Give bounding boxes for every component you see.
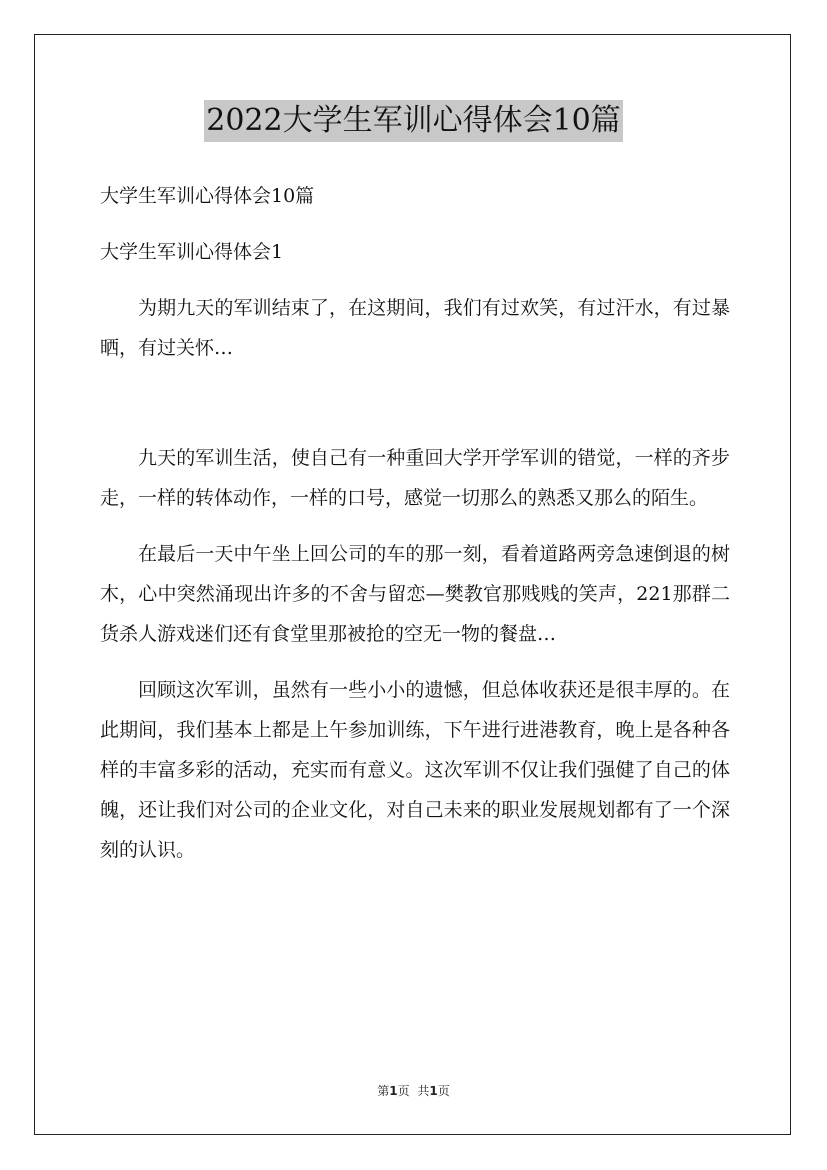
paragraph-2: 九天的军训生活，使自己有一种重回大学开学军训的错觉，一样的齐步走，一样的转体动作，一样的口号，感觉一切那么的熟悉又那么的陌生。	[100, 447, 730, 509]
footer-total-suffix: 页	[437, 1084, 450, 1098]
section-heading: 大学生军训心得体会1	[100, 241, 284, 263]
footer-total-pages: 1	[429, 1084, 438, 1098]
footer-page-number: 1	[389, 1084, 398, 1098]
paragraph-gap	[100, 384, 730, 438]
title-container	[0, 100, 827, 142]
paragraph-4: 回顾这次军训，虽然有一些小小的遗憾，但总体收获还是很丰厚的。在此期间，我们基本上都是上午参加训练，下午进行进港教育，晚上是各种各样的丰富多彩的活动，充实而有意义。这次军训不仅让我们强健了自己的体魄，还让我们对公司的企业文化，对自己未来的职业发展规划都有了一个深刻的认识。	[100, 679, 730, 861]
paragraph-1: 为期九天的军训结束了，在这期间，我们有过欢笑，有过汗水，有过暴晒，有过关怀…	[100, 297, 730, 359]
footer-page-suffix: 页	[397, 1084, 410, 1098]
document-body	[100, 176, 730, 886]
paragraph-3: 在最后一天中午坐上回公司的车的那一刻，看着道路两旁急速倒退的树木，心中突然涌现出许多的不舍与留恋—樊教官那贱贱的笑声，221那群二货杀人游戏迷们还有食堂里那被抢的空无一物的餐盘…	[100, 543, 730, 645]
footer-total-prefix: 共	[417, 1084, 430, 1098]
footer-page-prefix: 第	[377, 1084, 390, 1098]
document-title: 2022大学生军训心得体会10篇	[204, 100, 623, 142]
document-subtitle: 大学生军训心得体会10篇	[100, 185, 315, 207]
page-footer	[0, 1083, 827, 1099]
